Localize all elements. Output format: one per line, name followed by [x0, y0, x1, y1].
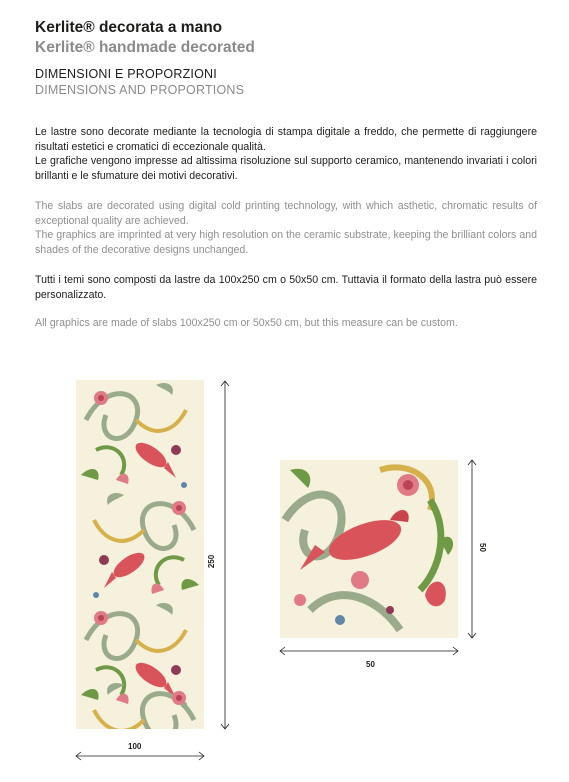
dimension-label-small-height: 50 [477, 543, 487, 552]
paragraph-line: All graphics are made of slabs 100x250 cm or 50x50 cm, but this measure can be custom. [35, 317, 458, 329]
dimension-label-small-width: 50 [366, 660, 375, 669]
dimension-label-large-width: 100 [128, 742, 142, 751]
title-italian: Kerlite® decorata a mano [35, 19, 223, 36]
paragraph-line: Le grafiche vengono impresse ad altissima risoluzione sul supporto ceramico, mantenendo invariati i colori brillanti e le sfumature dei motivi decorativi. [35, 155, 537, 182]
paragraph-line: The slabs are decorated using digital cold printing technology, with which asthetic, chromatic results of exceptional quality are achieved. [35, 200, 537, 227]
title-english: Kerlite® handmade decorated [35, 39, 255, 56]
subtitle-english: DIMENSIONS AND PROPORTIONS [35, 83, 245, 97]
paragraph-line: Tutti i temi sono composti da lastre da 100x250 cm o 50x50 cm. Tuttavia il formato della lastra può essere personalizzato. [35, 274, 537, 301]
paragraph-line: Le lastre sono decorate mediante la tecnologia di stampa digitale a freddo, che permette di raggiungere risultati estetici e cromatici di eccezionale qualità. [35, 126, 537, 153]
subtitle-italian: DIMENSIONI E PROPORZIONI [35, 67, 217, 81]
paragraph-line: The graphics are imprinted at very high resolution on the ceramic substrate, keeping the brilliant colors and shades of the decorative designs unchanged. [35, 229, 537, 256]
dimension-label-large-height: 250 [207, 554, 217, 569]
